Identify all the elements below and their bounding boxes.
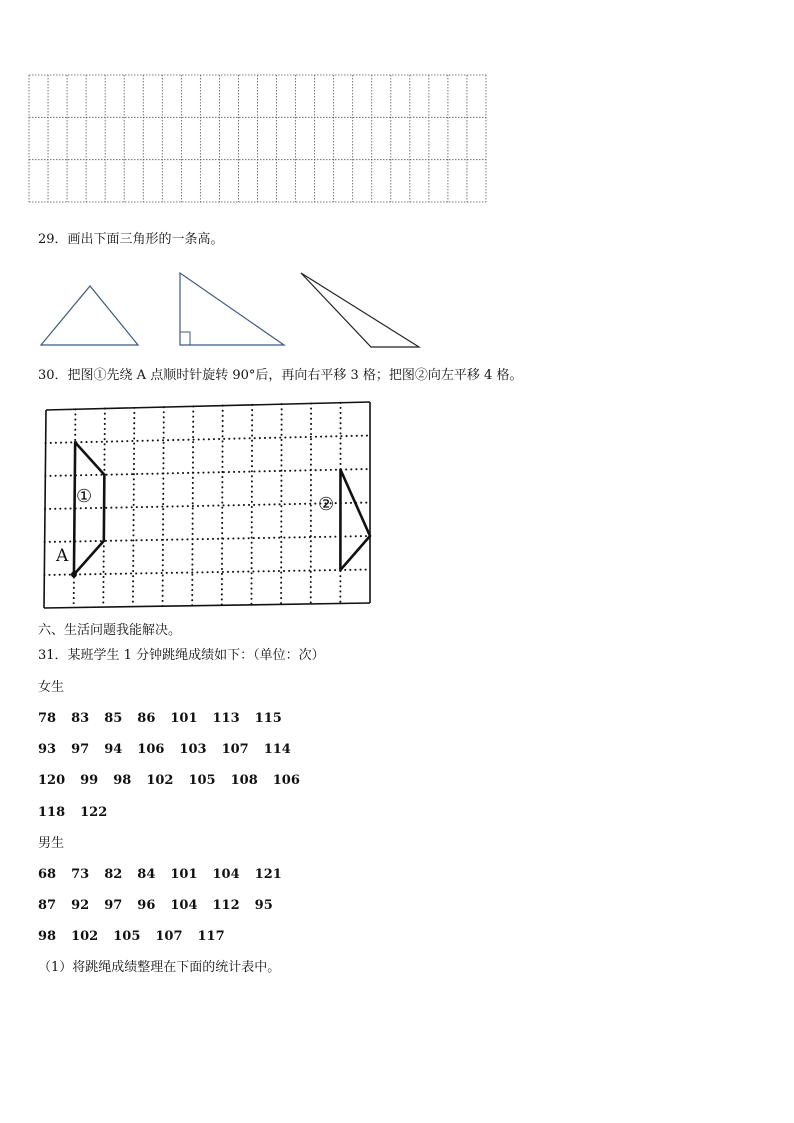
section-6-heading: 六、生活问题我能解决。 <box>38 623 182 638</box>
score: 118 <box>38 805 66 820</box>
score: 106 <box>272 773 300 788</box>
boys-row-2 <box>38 898 288 914</box>
grid-border <box>46 402 370 410</box>
score: 120 <box>38 773 66 788</box>
score: 96 <box>137 898 156 913</box>
score: 84 <box>137 867 156 882</box>
grid-border <box>44 603 370 608</box>
question-31-part-1: （1）将跳绳成绩整理在下面的统计表中。 <box>38 960 281 975</box>
score: 103 <box>179 742 207 757</box>
score: 97 <box>104 898 123 913</box>
dotted-column-line <box>281 404 282 604</box>
score: 112 <box>212 898 240 913</box>
score: 114 <box>263 742 291 757</box>
score: 107 <box>221 742 249 757</box>
shape-1-label: ① <box>76 486 93 507</box>
girls-row-2 <box>38 742 306 758</box>
shape-2 <box>340 470 370 570</box>
dotted-row-line <box>45 469 370 476</box>
score: 68 <box>38 867 57 882</box>
score: 101 <box>170 711 198 726</box>
score: 82 <box>104 867 123 882</box>
score: 78 <box>38 711 57 726</box>
girls-row-1 <box>38 711 297 727</box>
score: 92 <box>71 898 90 913</box>
score: 99 <box>80 773 99 788</box>
score: 104 <box>212 867 240 882</box>
score: 113 <box>212 711 240 726</box>
score: 105 <box>188 773 216 788</box>
score: 115 <box>254 711 282 726</box>
score: 87 <box>38 898 57 913</box>
boys-row-3 <box>38 929 240 945</box>
score: 83 <box>71 711 90 726</box>
boys-row-1 <box>38 867 297 883</box>
score: 86 <box>137 711 156 726</box>
point-a-dot <box>71 572 77 578</box>
score: 105 <box>113 929 141 944</box>
score: 122 <box>80 805 108 820</box>
dotted-column-line <box>133 408 134 607</box>
dotted-row-line <box>44 570 370 576</box>
question-31: 31．某班学生 1 分钟跳绳成绩如下：（单位：次） <box>38 648 325 663</box>
score: 85 <box>104 711 123 726</box>
boys-label: 男生 <box>38 836 65 851</box>
score: 94 <box>104 742 123 757</box>
question-30: 30．把图①先绕 A 点顺时针旋转 90°后，再向右平移 3 格；把图②向左平移 4 格。 <box>38 368 523 383</box>
score: 101 <box>170 867 198 882</box>
score: 98 <box>38 929 57 944</box>
score: 108 <box>230 773 258 788</box>
score: 117 <box>197 929 225 944</box>
score: 102 <box>71 929 99 944</box>
dotted-row-line <box>46 436 370 444</box>
score: 93 <box>38 742 57 757</box>
score: 95 <box>254 898 273 913</box>
score: 73 <box>71 867 90 882</box>
score: 121 <box>254 867 282 882</box>
score: 97 <box>71 742 90 757</box>
girls-row-4 <box>38 805 122 821</box>
score: 102 <box>146 773 174 788</box>
score: 98 <box>113 773 132 788</box>
girls-label: 女生 <box>38 680 65 695</box>
score: 104 <box>170 898 198 913</box>
score: 107 <box>155 929 183 944</box>
question-29: 29．画出下面三角形的一条高。 <box>38 232 224 247</box>
score: 106 <box>137 742 165 757</box>
point-a-label: A <box>56 546 69 566</box>
dotted-row-line <box>45 536 370 542</box>
shape-1 <box>74 442 104 574</box>
dotted-column-line <box>251 405 252 605</box>
shape-2-label: ② <box>318 494 335 515</box>
girls-row-3 <box>38 773 315 789</box>
